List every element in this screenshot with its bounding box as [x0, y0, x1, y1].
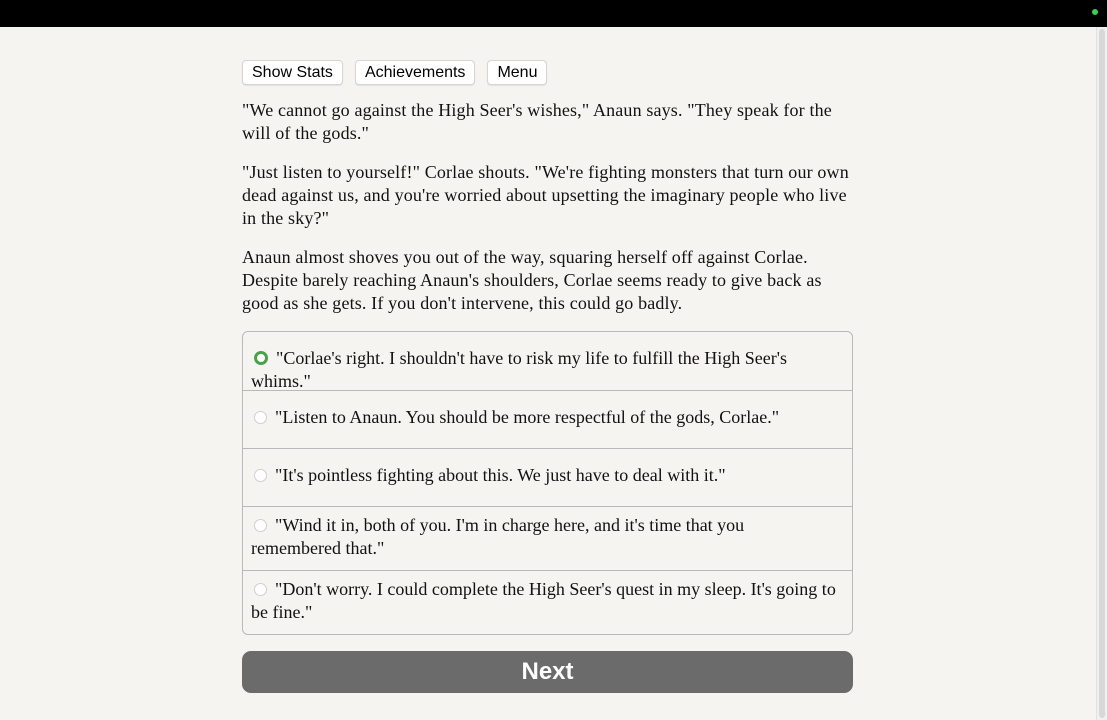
choice-label: "Wind it in, both of you. I'm in charge here, and it's time that you remembered that." — [251, 515, 745, 558]
story-paragraph: "Just listen to yourself!" Corlae shouts. "We're fighting monsters that turn our own dead against us, and you're worried about upsetting the imaginary people who live in the sky?" — [242, 162, 849, 228]
status-dot-icon — [1092, 9, 1098, 15]
radio-selected-icon[interactable] — [254, 351, 268, 365]
choice-option[interactable] — [243, 570, 852, 634]
radio-icon[interactable] — [254, 519, 267, 532]
choice-option[interactable] — [243, 390, 852, 448]
choice-label: "Listen to Anaun. You should be more respectful of the gods, Corlae." — [275, 407, 780, 427]
scrollbar-thumb[interactable] — [1099, 29, 1105, 718]
menu-button[interactable]: Menu — [487, 60, 547, 85]
choice-option[interactable] — [243, 506, 852, 570]
choice-list — [242, 331, 853, 635]
show-stats-button[interactable]: Show Stats — [242, 60, 343, 85]
achievements-button[interactable]: Achievements — [355, 60, 476, 85]
game-content — [242, 60, 853, 693]
choice-label: "It's pointless fighting about this. We just have to deal with it." — [275, 465, 726, 485]
scrollbar[interactable] — [1096, 27, 1107, 720]
story-paragraph: Anaun almost shoves you out of the way, squaring herself off against Corlae. Despite barely reaching Anaun's shoulders, Corlae seems ready to give back as good as she gets. If you don't intervene, this could go badly. — [242, 247, 822, 313]
next-button[interactable]: Next — [242, 651, 853, 693]
choice-label: "Don't worry. I could complete the High Seer's quest in my sleep. It's going to be fine." — [251, 579, 836, 622]
radio-icon[interactable] — [254, 469, 267, 482]
choice-option[interactable] — [243, 332, 852, 390]
choice-label: "Corlae's right. I shouldn't have to risk my life to fulfill the High Seer's whims." — [251, 348, 787, 391]
radio-icon[interactable] — [254, 583, 267, 596]
story-paragraph: "We cannot go against the High Seer's wishes," Anaun says. "They speak for the will of the gods." — [242, 100, 832, 143]
toolbar — [242, 60, 853, 85]
choice-option[interactable] — [243, 448, 852, 506]
story-text — [242, 99, 853, 315]
radio-icon[interactable] — [254, 411, 267, 424]
top-bar — [0, 0, 1107, 27]
